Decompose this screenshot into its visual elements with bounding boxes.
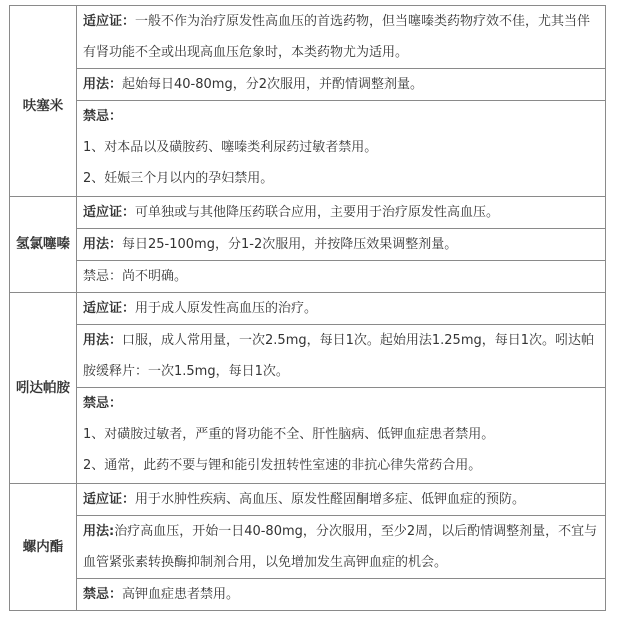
drug-name: 氢氯噻嗪 — [16, 236, 70, 252]
indication-cell — [77, 293, 606, 325]
indication-label: 适应证： — [83, 301, 136, 316]
contraindication-cell — [77, 579, 606, 611]
table-row — [10, 261, 606, 293]
indication-text: 一般不作为治疗原发性高血压的首选药物，但当噻嗪类药物疗效不佳，尤其当伴有肾功能不全或出现高血压危象时，本类药物尤为适用。 — [83, 14, 591, 60]
indication-label: 适应证： — [83, 492, 136, 507]
contraindication-label: 禁忌： — [83, 109, 123, 124]
drug-table-container — [9, 5, 606, 606]
indication-label: 适应证： — [83, 205, 136, 220]
indication-text: 可单独或与其他降压药联合应用，主要用于治疗原发性高血压。 — [135, 205, 500, 220]
table-row — [10, 484, 606, 516]
drug-table — [9, 5, 606, 611]
usage-cell — [77, 516, 606, 579]
drug-name-cell — [10, 293, 77, 484]
contraindication-label: 禁忌： — [83, 396, 123, 411]
indication-cell — [77, 484, 606, 516]
table-row — [10, 325, 606, 388]
table-row — [10, 388, 606, 484]
usage-text: 治疗高血压，开始一日40-80mg，分次服用，至少2周，以后酌情调整剂量，不宜与血管紧张素转换酶抑制剂合用，以免增加发生高钾血症的机会。 — [83, 524, 598, 570]
contraindication-label: 禁忌： — [83, 587, 123, 602]
drug-name: 吲达帕胺 — [16, 379, 70, 396]
usage-cell — [77, 325, 606, 388]
usage-cell — [77, 229, 606, 261]
usage-text: 每日25-100mg，分1-2次服用，并按降压效果调整剂量。 — [122, 237, 458, 252]
usage-cell — [77, 69, 606, 101]
drug-name-cell — [10, 197, 77, 293]
contraindication-cell — [77, 261, 606, 293]
contraindication-item: 2、妊娠三个月以内的孕妇禁用。 — [83, 171, 274, 186]
indication-label: 适应证： — [83, 14, 136, 29]
contraindication-text: 高钾血症患者禁用。 — [122, 587, 240, 602]
contraindication-cell — [77, 388, 606, 484]
table-row — [10, 69, 606, 101]
table-row — [10, 197, 606, 229]
usage-label: 用法： — [83, 333, 123, 348]
contraindication-text: 禁忌：尚不明确。 — [83, 269, 188, 284]
table-row — [10, 293, 606, 325]
contraindication-item: 2、通常，此药不要与锂和能引发扭转性室速的非抗心律失常药合用。 — [83, 458, 482, 473]
usage-label: 用法: — [83, 524, 115, 539]
contraindication-cell — [77, 101, 606, 197]
table-row — [10, 516, 606, 579]
contraindication-item: 1、对本品以及磺胺药、噻嗪类利尿药过敏者禁用。 — [83, 140, 378, 155]
drug-name: 呋塞米 — [22, 97, 64, 114]
indication-cell — [77, 6, 606, 69]
contraindication-item: 1、对磺胺过敏者，严重的肾功能不全、肝性脑病、低钾血症患者禁用。 — [83, 427, 495, 442]
table-row — [10, 579, 606, 611]
usage-label: 用法： — [83, 237, 123, 252]
table-row — [10, 6, 606, 69]
usage-label: 用法： — [83, 77, 123, 92]
usage-text: 口服，成人常用量，一次2.5mg，每日1次。起始用法1.25mg，每日1次。吲达帕胺缓释片：一次1.5mg，每日1次。 — [83, 333, 595, 379]
indication-cell — [77, 197, 606, 229]
usage-text: 起始每日40-80mg，分2次服用，并酌情调整剂量。 — [122, 77, 423, 92]
indication-text: 用于水肿性疾病、高血压、原发性醛固酮增多症、低钾血症的预防。 — [135, 492, 526, 507]
drug-name-cell — [10, 484, 77, 611]
table-row — [10, 229, 606, 261]
drug-name: 螺内酯 — [22, 538, 64, 555]
drug-name-cell — [10, 6, 77, 197]
indication-text: 用于成人原发性高血压的治疗。 — [135, 301, 318, 316]
table-row — [10, 101, 606, 197]
